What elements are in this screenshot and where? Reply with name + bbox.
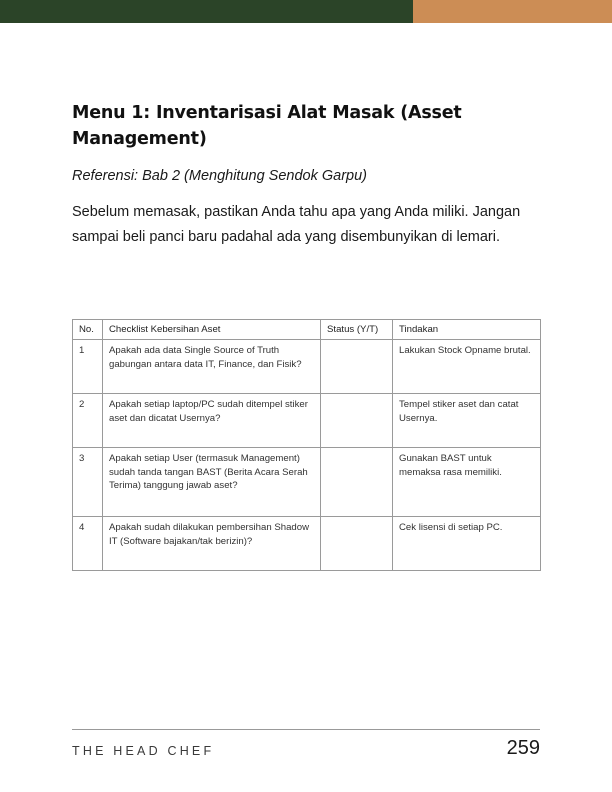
- cell-item: Apakah sudah dilakukan pembersihan Shadow IT (Software bajakan/tak berizin)?: [103, 517, 321, 571]
- footer-content: [72, 730, 540, 758]
- cell-action: Lakukan Stock Opname brutal.: [393, 340, 541, 394]
- table-row: [73, 448, 541, 517]
- cell-status[interactable]: [321, 448, 393, 517]
- cell-item: Apakah setiap User (termasuk Management) sudah tanda tangan BAST (Berita Acara Serah Terima) tanggung jawab aset?: [103, 448, 321, 517]
- chapter-reference: Referensi: Bab 2 (Menghitung Sendok Garpu): [72, 168, 368, 184]
- page-number: 259: [506, 737, 540, 759]
- cell-status[interactable]: [321, 517, 393, 571]
- cell-no: 4: [73, 517, 103, 571]
- page-content: [72, 100, 540, 250]
- page-footer: [72, 729, 540, 758]
- column-header-item: Checklist Kebersihan Aset: [103, 320, 321, 340]
- table-row: [73, 517, 541, 571]
- header-band-green: [0, 0, 413, 23]
- header-band-orange: [413, 0, 612, 23]
- cell-action: Tempel stiker aset dan catat Usernya.: [393, 394, 541, 448]
- intro-paragraph: Sebelum memasak, pastikan Anda tahu apa yang Anda miliki. Jangan sampai beli panci baru padahal ada yang disembunyikan di lemari.: [72, 204, 521, 245]
- cell-status[interactable]: [321, 340, 393, 394]
- cell-no: 2: [73, 394, 103, 448]
- page-title: Menu 1: Inventarisasi Alat Masak (Asset Management): [72, 103, 462, 149]
- column-header-no: No.: [73, 320, 103, 340]
- header-color-band: [0, 0, 612, 23]
- table-row: [73, 394, 541, 448]
- cell-action: Gunakan BAST untuk memaksa rasa memiliki.: [393, 448, 541, 517]
- table-row: [73, 340, 541, 394]
- column-header-action: Tindakan: [393, 320, 541, 340]
- column-header-status: Status (Y/T): [321, 320, 393, 340]
- cell-no: 3: [73, 448, 103, 517]
- cell-item: Apakah setiap laptop/PC sudah ditempel stiker aset dan dicatat Usernya?: [103, 394, 321, 448]
- cell-item: Apakah ada data Single Source of Truth gabungan antara data IT, Finance, dan Fisik?: [103, 340, 321, 394]
- checklist-table-container: [72, 319, 540, 571]
- checklist-table: [72, 319, 541, 571]
- cell-status[interactable]: [321, 394, 393, 448]
- cell-action: Cek lisensi di setiap PC.: [393, 517, 541, 571]
- footer-brand: THE HEAD CHEF: [72, 744, 215, 758]
- table-header-row: [73, 320, 541, 340]
- cell-no: 1: [73, 340, 103, 394]
